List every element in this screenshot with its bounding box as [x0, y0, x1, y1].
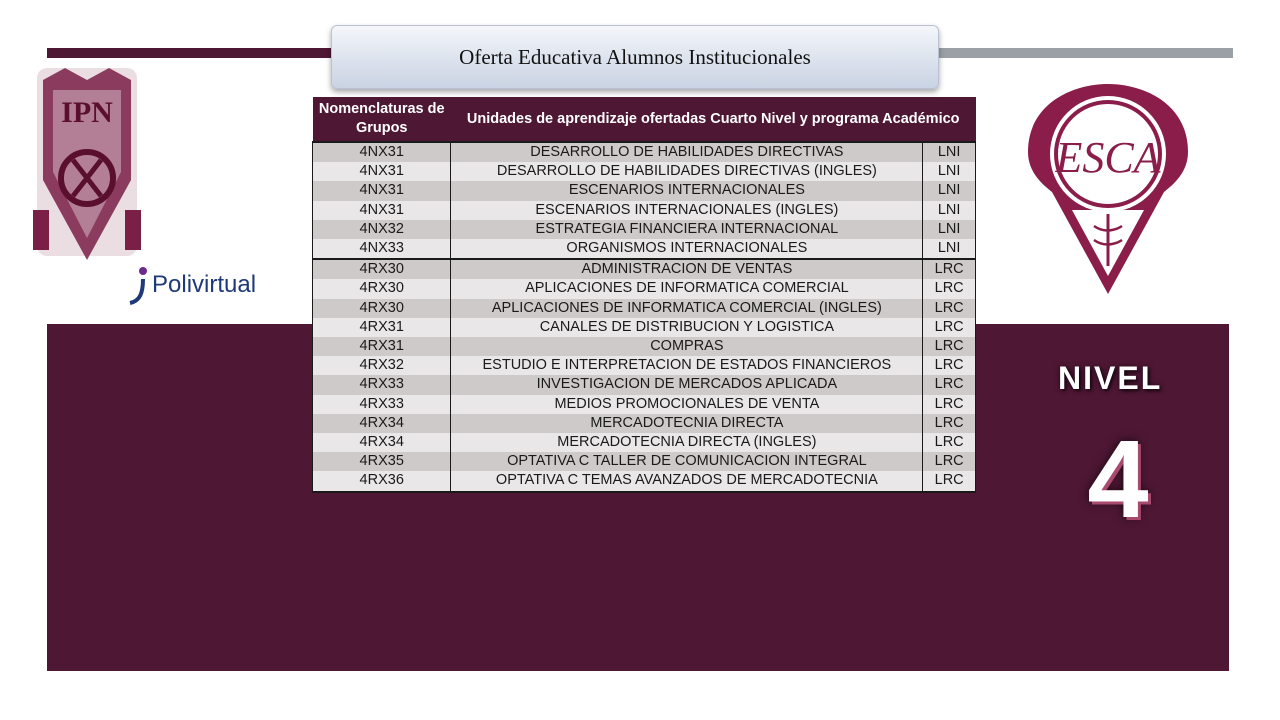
cell-program: LRC: [923, 259, 976, 279]
polivirtual-text: Polivirtual: [152, 271, 257, 298]
table-row: [313, 414, 976, 433]
cell-unit: MERCADOTECNIA DIRECTA: [451, 414, 923, 433]
table-row: [313, 220, 976, 239]
header-bar-left: [47, 48, 337, 58]
cell-program: LRC: [923, 395, 976, 414]
table-row: [313, 162, 976, 181]
cell-unit: MERCADOTECNIA DIRECTA (INGLES): [451, 433, 923, 452]
header-units: Unidades de aprendizaje ofertadas Cuarto Nivel y programa Académico: [451, 97, 976, 142]
cell-unit: COMPRAS: [451, 337, 923, 356]
svg-text:ESCA: ESCA: [1055, 133, 1161, 182]
cell-unit: OPTATIVA C TEMAS AVANZADOS DE MERCADOTECNIA: [451, 471, 923, 491]
table-row: [313, 181, 976, 200]
esca-logo-icon: [1024, 80, 1192, 298]
cell-program: LRC: [923, 414, 976, 433]
cell-program: LRC: [923, 471, 976, 491]
cell-program: LNI: [923, 239, 976, 259]
table-row: [313, 337, 976, 356]
cell-unit: INVESTIGACION DE MERCADOS APLICADA: [451, 375, 923, 394]
course-table: [312, 97, 976, 493]
nivel-number: 4: [1087, 418, 1149, 541]
cell-group: 4RX34: [313, 433, 451, 452]
cell-unit: ESCENARIOS INTERNACIONALES (INGLES): [451, 201, 923, 220]
table-body: [313, 142, 976, 492]
table-row: [313, 259, 976, 279]
table-row: [313, 375, 976, 394]
table-row: [313, 356, 976, 375]
cell-unit: OPTATIVA C TALLER DE COMUNICACION INTEGRAL: [451, 452, 923, 471]
table-row: [313, 471, 976, 491]
cell-unit: ADMINISTRACION DE VENTAS: [451, 259, 923, 279]
cell-program: LNI: [923, 142, 976, 162]
cell-group: 4NX32: [313, 220, 451, 239]
table-row: [313, 201, 976, 220]
cell-unit: ESTUDIO E INTERPRETACION DE ESTADOS FINANCIEROS: [451, 356, 923, 375]
table-row: [313, 452, 976, 471]
cell-unit: MEDIOS PROMOCIONALES DE VENTA: [451, 395, 923, 414]
ipn-logo-icon: [25, 60, 148, 268]
cell-group: 4RX32: [313, 356, 451, 375]
cell-group: 4RX30: [313, 279, 451, 298]
cell-group: 4RX36: [313, 471, 451, 491]
cell-program: LRC: [923, 433, 976, 452]
cell-program: LRC: [923, 375, 976, 394]
table-row: [313, 239, 976, 259]
header-groups: Nomenclaturas de Grupos: [313, 97, 451, 142]
cell-group: 4NX31: [313, 142, 451, 162]
table-row: [313, 142, 976, 162]
cell-unit: APLICACIONES DE INFORMATICA COMERCIAL: [451, 279, 923, 298]
cell-unit: APLICACIONES DE INFORMATICA COMERCIAL (INGLES): [451, 299, 923, 318]
cell-unit: DESARROLLO DE HABILIDADES DIRECTIVAS: [451, 142, 923, 162]
table-row: [313, 299, 976, 318]
cell-program: LRC: [923, 337, 976, 356]
cell-group: 4RX35: [313, 452, 451, 471]
table-row: [313, 433, 976, 452]
cell-group: 4NX33: [313, 239, 451, 259]
cell-unit: ESCENARIOS INTERNACIONALES: [451, 181, 923, 200]
cell-group: 4RX30: [313, 259, 451, 279]
title-box: [331, 25, 939, 89]
svg-text:IPN: IPN: [61, 96, 113, 129]
cell-program: LNI: [923, 162, 976, 181]
table-row: [313, 318, 976, 337]
cell-program: LRC: [923, 356, 976, 375]
cell-group: 4RX33: [313, 375, 451, 394]
cell-program: LRC: [923, 452, 976, 471]
header-bar-right: [936, 48, 1233, 58]
cell-unit: ESTRATEGIA FINANCIERA INTERNACIONAL: [451, 220, 923, 239]
cell-program: LNI: [923, 220, 976, 239]
cell-group: 4RX33: [313, 395, 451, 414]
cell-group: 4NX31: [313, 162, 451, 181]
cell-unit: DESARROLLO DE HABILIDADES DIRECTIVAS (INGLES): [451, 162, 923, 181]
cell-group: 4RX31: [313, 337, 451, 356]
cell-program: LNI: [923, 201, 976, 220]
nivel-label: NIVEL: [1058, 360, 1163, 396]
cell-program: LRC: [923, 279, 976, 298]
table-row: [313, 395, 976, 414]
cell-program: LRC: [923, 318, 976, 337]
cell-unit: CANALES DE DISTRIBUCION Y LOGISTICA: [451, 318, 923, 337]
cell-program: LNI: [923, 181, 976, 200]
table-row: [313, 279, 976, 298]
cell-group: 4NX31: [313, 201, 451, 220]
cell-group: 4NX31: [313, 181, 451, 200]
cell-group: 4RX34: [313, 414, 451, 433]
table-header: [313, 97, 976, 142]
cell-unit: ORGANISMOS INTERNACIONALES: [451, 239, 923, 259]
cell-program: LRC: [923, 299, 976, 318]
polivirtual-mark-icon: [128, 265, 152, 305]
cell-group: 4RX30: [313, 299, 451, 318]
cell-group: 4RX31: [313, 318, 451, 337]
page-title: Oferta Educativa Alumnos Institucionales: [459, 44, 811, 69]
polivirtual-logo: [128, 262, 256, 308]
